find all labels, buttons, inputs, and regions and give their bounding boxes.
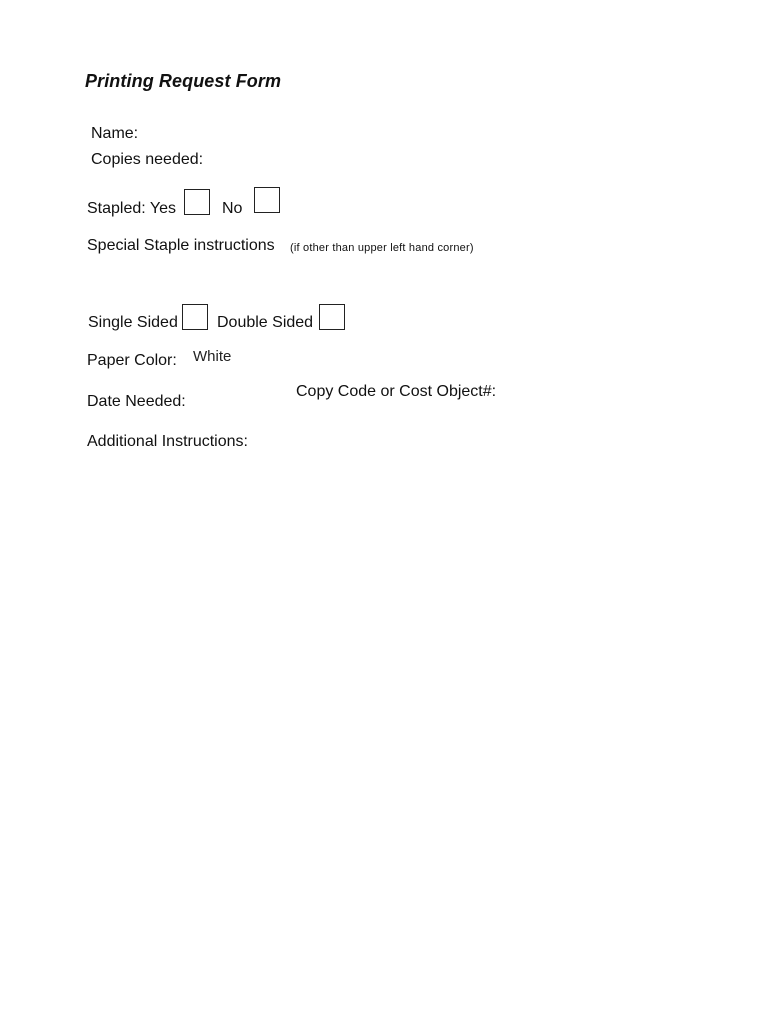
stapled-no-checkbox[interactable] [254,187,280,213]
double-sided-checkbox[interactable] [319,304,345,330]
copy-code-label: Copy Code or Cost Object#: [296,383,497,400]
stapled-no-label: No [222,200,243,217]
date-needed-label: Date Needed: [87,393,186,410]
double-sided-label: Double Sided [217,314,314,331]
special-staple-note: (if other than upper left hand corner) [290,242,474,254]
special-staple-label: Special Staple instructions [87,237,275,254]
name-label: Name: [91,125,139,142]
stapled-yes-checkbox[interactable] [184,189,210,215]
copies-needed-label: Copies needed: [91,151,204,168]
paper-color-field[interactable]: White [193,348,232,365]
paper-color-label: Paper Color: [87,352,177,369]
stapled-yes-label: Stapled: Yes [87,200,176,217]
additional-instructions-label: Additional Instructions: [87,433,248,450]
single-sided-checkbox[interactable] [182,304,208,330]
single-sided-label: Single Sided [88,314,178,331]
form-title: Printing Request Form [85,71,282,91]
